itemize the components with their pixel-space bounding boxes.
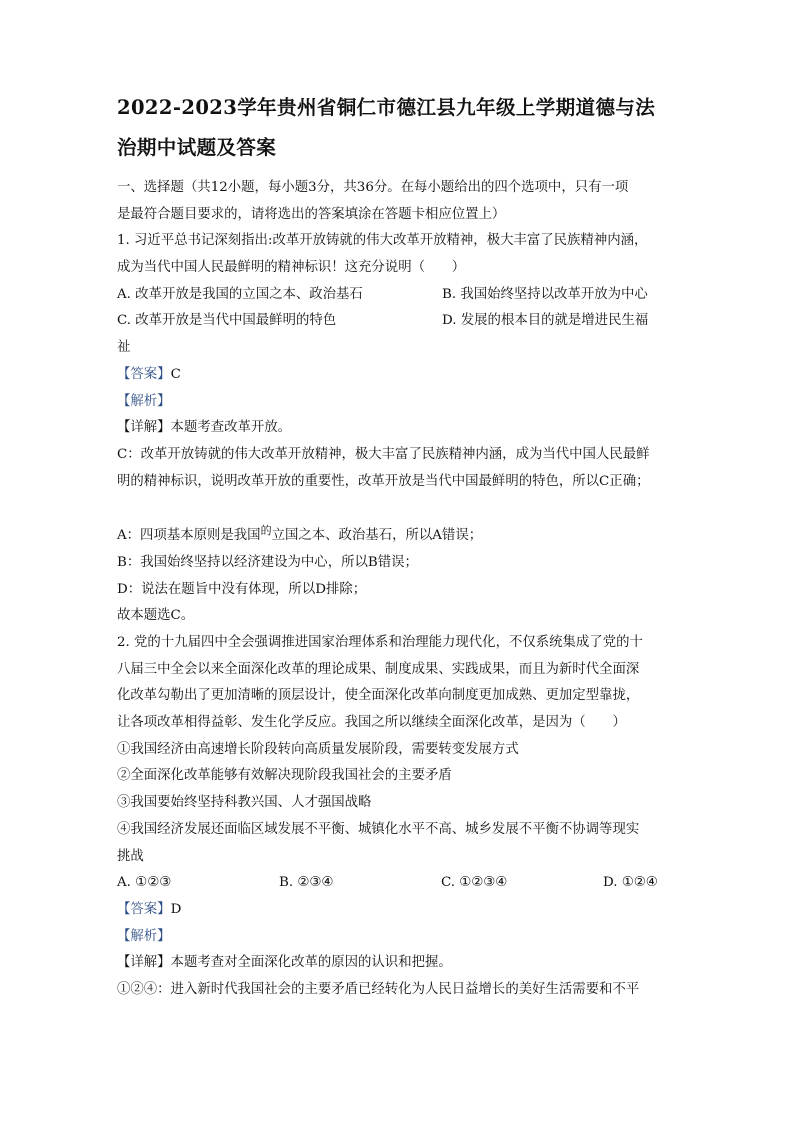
section-header-line-2: 是最符合题目要求的，请将选出的答案填涂在答题卡相应位置上） [117,206,506,222]
q1-explanation-a [117,523,682,550]
q2-option-d: D. ①②④ [603,875,658,891]
q1-answer [117,362,682,389]
answer-value: D [170,901,182,917]
q1-options-row-1 [117,282,682,309]
q1-stem-line-2: 成为当代中国人民最鲜明的精神标识！这充分说明（ ） [117,260,466,276]
exp-a-superscript: 的 [260,524,272,538]
q2-item-3: ③我国要始终坚持科教兴国、人才强国战略 [117,795,372,811]
q1-options-row-2 [117,308,682,335]
title-line-1: 2022-2023学年贵州省铜仁市德江县九年级上学期道德与法 [117,96,656,119]
q1-option-a: A. 改革开放是我国的立国之本、政治基石 [117,286,363,302]
q2-item-1: ①我国经济由高速增长阶段转向高质量发展阶段，需要转变发展方式 [117,741,519,757]
q2-detail: 【详解】本题考查对全面深化改革的原因的认识和把握。 [117,955,452,971]
paragraph-gap [117,495,682,523]
document-body [117,175,682,1004]
q1-option-b: B. 我国始终坚持以改革开放为中心 [442,286,648,302]
q1-explanation-c-line-1: C：改革开放铸就的伟大改革开放精神，极大丰富了民族精神内涵，成为当代中国人民最鲜 [117,446,650,462]
q2-item-4-line-2: 挑战 [117,848,144,864]
q2-stem-line-4: 让各项改革相得益彰、发生化学反应。我国之所以继续全面深化改革，是因为（ ） [117,715,626,731]
q2-explanation-line-1: ①②④：进入新时代我国社会的主要矛盾已经转化为人民日益增长的美好生活需要和不平 [117,981,640,997]
q1-analysis-label: 【解析】 [117,393,171,409]
q2-option-c: C. ①②③④ [441,875,508,891]
q2-option-b: B. ②③④ [279,875,334,891]
exp-a-text: A：四项基本原则是我国 [117,528,261,544]
q2-answer [117,897,682,924]
q1-option-c: C. 改革开放是当代中国最鲜明的特色 [117,313,337,329]
q2-option-a: A. ①②③ [117,875,172,891]
title-line-2: 治期中试题及答案 [117,136,277,159]
q2-stem-line-1: 2. 党的十九届四中全会强调推进国家治理体系和治理能力现代化，不仅系统集成了党的十 [117,635,643,650]
q2-item-4-line-1: ④我国经济发展还面临区域发展不平衡、城镇化水平不高、城乡发展不平衡不协调等现实 [117,821,640,837]
q2-analysis-label: 【解析】 [117,928,171,944]
q1-option-d: D. 发展的根本目的就是增进民生福 [442,313,649,329]
q1-stem-line-1: 1. 习近平总书记深刻指出:改革开放铸就的伟大改革开放精神，极大丰富了民族精神内涵， [117,233,648,249]
answer-label: 【答案】 [117,366,171,382]
q1-conclusion: 故本题选C。 [117,608,195,624]
section-header-line-1: 一、选择题（共12小题，每小题3分，共36分。在每小题给出的四个选项中，只有一项 [117,180,629,195]
q2-stem-line-2: 八届三中全会以来全面深化改革的理论成果、制度成果、实践成果，而且为新时代全面深 [117,661,640,677]
q2-item-2: ②全面深化改革能够有效解决现阶段我国社会的主要矛盾 [117,768,452,784]
q2-stem-line-3: 化改革勾勒出了更加清晰的顶层设计，使全面深化改革向制度更加成熟、更加定型靠拢， [117,688,640,704]
q2-options-row [117,870,682,897]
q1-option-d-wrap: 祉 [117,340,131,356]
q1-detail: 【详解】本题考查改革开放。 [117,420,292,436]
q1-explanation-b: B：我国始终坚持以经济建设为中心，所以B错误； [117,554,418,570]
q1-explanation-c-line-2: 明的精神标识，说明改革开放的重要性，改革开放是当代中国最鲜明的特色，所以C正确； [117,473,650,489]
answer-label: 【答案】 [117,901,171,917]
answer-value: C [170,366,181,382]
exp-a-text-end: 立国之本、政治基石，所以A错误； [271,528,483,544]
document-title [117,88,682,168]
q1-explanation-d: D：说法在题旨中没有体现，所以D排除； [117,581,367,597]
